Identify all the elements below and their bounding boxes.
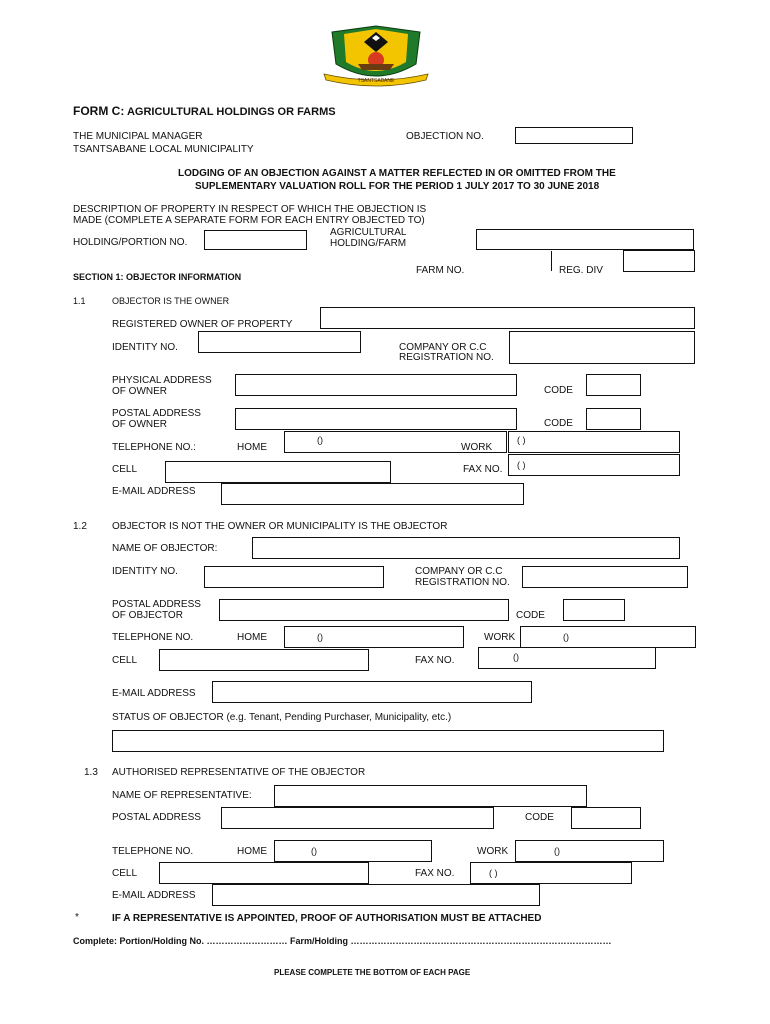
holding-portion-field[interactable]: [204, 230, 307, 250]
objector-email-field[interactable]: [212, 681, 532, 703]
reg-div-label: REG. DIV: [559, 265, 603, 276]
description-line2: MADE (COMPLETE A SEPARATE FORM FOR EACH ENTRY OBJECTED TO): [73, 215, 425, 226]
representative-name-label: NAME OF REPRESENTATIVE:: [112, 790, 252, 801]
objector-fax-field[interactable]: [478, 647, 656, 669]
representative-work-label: WORK: [477, 846, 509, 857]
section1-title: SECTION 1: OBJECTOR INFORMATION: [73, 272, 242, 282]
complete-line: Complete: Portion/Holding No. ……………………… Farm/Holding ……………………………………………………………………………: [73, 936, 612, 946]
objector-cell-label: CELL: [112, 655, 138, 666]
physical-address-field[interactable]: [235, 374, 517, 396]
form-title-prefix: FORM C:: [73, 104, 125, 118]
representative-home-placeholder: (): [311, 846, 317, 856]
objection-no-field[interactable]: [515, 127, 633, 144]
objector-home-label: HOME: [237, 632, 267, 643]
objector-postal-field[interactable]: [219, 599, 509, 621]
bottom-note: PLEASE COMPLETE THE BOTTOM OF EACH PAGE: [274, 968, 471, 977]
postal-address-line2: OF OWNER: [112, 419, 167, 430]
physical-code-field[interactable]: [586, 374, 641, 396]
objector-status-label: STATUS OF OBJECTOR (e.g. Tenant, Pending Purchaser, Municipality, etc.): [112, 712, 452, 723]
owner-telephone-label: TELEPHONE NO.:: [112, 442, 196, 453]
s13-number: 1.3: [84, 767, 98, 778]
s12-number: 1.2: [73, 521, 87, 532]
representative-note: IF A REPRESENTATIVE IS APPOINTED, PROOF OF AUTHORISATION MUST BE ATTACHED: [112, 913, 542, 924]
objector-work-placeholder: (): [563, 632, 569, 642]
owner-fax-label: FAX NO.: [463, 464, 503, 475]
municipal-crest-icon: [318, 24, 434, 90]
representative-postal-label: POSTAL ADDRESS: [112, 812, 201, 823]
representative-code-field[interactable]: [571, 807, 641, 829]
reg-div-field[interactable]: [623, 250, 695, 272]
postal-code-field[interactable]: [586, 408, 641, 430]
heading-line2: SUPLEMENTARY VALUATION ROLL FOR THE PERIOD 1 JULY 2017 TO 30 JUNE 2018: [195, 181, 600, 192]
postal-address-line1: POSTAL ADDRESS: [112, 408, 201, 419]
objector-home-placeholder: (): [317, 632, 323, 642]
form-title: [73, 105, 336, 118]
note-asterisk: *: [75, 912, 79, 923]
objector-cell-field[interactable]: [159, 649, 369, 671]
representative-work-placeholder: (): [554, 846, 560, 856]
objector-code-field[interactable]: [563, 599, 625, 621]
owner-company-label-line1: COMPANY OR C.C: [399, 342, 487, 353]
postal-address-field[interactable]: [235, 408, 517, 430]
logo-motto: TSANTSABANE: [357, 78, 395, 84]
owner-fax-placeholder: ( ): [517, 460, 526, 470]
postal-code-label: CODE: [544, 418, 573, 429]
addressee-line2: TSANTSABANE LOCAL MUNICIPALITY: [73, 144, 254, 155]
physical-address-line1: PHYSICAL ADDRESS: [112, 375, 212, 386]
representative-fax-placeholder: ( ): [489, 868, 498, 878]
representative-name-field[interactable]: [274, 785, 587, 807]
objector-name-field[interactable]: [252, 537, 680, 559]
owner-company-label-line2: REGISTRATION NO.: [399, 352, 494, 363]
objector-postal-line1: POSTAL ADDRESS: [112, 599, 201, 610]
objector-code-label: CODE: [516, 610, 545, 621]
registered-owner-field[interactable]: [320, 307, 695, 329]
agri-holding-field[interactable]: [476, 229, 694, 250]
representative-work-phone-field[interactable]: [515, 840, 664, 862]
objector-status-field[interactable]: [112, 730, 664, 752]
objector-work-phone-field[interactable]: [520, 626, 696, 648]
objector-fax-placeholder: (): [513, 652, 519, 662]
s11-number: 1.1: [73, 296, 86, 306]
owner-work-label: WORK: [461, 442, 493, 453]
form-title-rest: AGRICULTURAL HOLDINGS OR FARMS: [124, 106, 336, 118]
objector-fax-label: FAX NO.: [415, 655, 455, 666]
description-line1: DESCRIPTION OF PROPERTY IN RESPECT OF WHICH THE OBJECTION IS: [73, 204, 427, 215]
owner-identity-field[interactable]: [198, 331, 361, 353]
representative-postal-field[interactable]: [221, 807, 494, 829]
objector-work-label: WORK: [484, 632, 516, 643]
s13-title: AUTHORISED REPRESENTATIVE OF THE OBJECTOR: [112, 767, 366, 778]
objector-postal-line2: OF OBJECTOR: [112, 610, 183, 621]
objector-identity-field[interactable]: [204, 566, 384, 588]
objector-name-label: NAME OF OBJECTOR:: [112, 543, 218, 554]
owner-home-label: HOME: [237, 442, 267, 453]
objector-telephone-label: TELEPHONE NO.: [112, 632, 194, 643]
representative-telephone-label: TELEPHONE NO.: [112, 846, 194, 857]
objector-company-field[interactable]: [522, 566, 688, 588]
representative-fax-field[interactable]: [470, 862, 632, 884]
representative-home-phone-field[interactable]: [274, 840, 432, 862]
heading-line1: LODGING OF AN OBJECTION AGAINST A MATTER REFLECTED IN OR OMITTED FROM THE: [178, 168, 616, 179]
objector-company-label-line1: COMPANY OR C.C: [415, 566, 503, 577]
owner-identity-label: IDENTITY NO.: [112, 342, 178, 353]
objector-identity-label: IDENTITY NO.: [112, 566, 178, 577]
addressee-line1: THE MUNICIPAL MANAGER: [73, 131, 203, 142]
representative-cell-label: CELL: [112, 868, 138, 879]
owner-email-label: E-MAIL ADDRESS: [112, 486, 196, 497]
representative-code-label: CODE: [525, 812, 554, 823]
owner-email-field[interactable]: [221, 483, 524, 505]
registered-owner-label: REGISTERED OWNER OF PROPERTY: [112, 319, 293, 330]
physical-code-label: CODE: [544, 385, 573, 396]
owner-fax-field[interactable]: [508, 454, 680, 476]
representative-fax-label: FAX NO.: [415, 868, 455, 879]
representative-cell-field[interactable]: [159, 862, 369, 884]
representative-email-field[interactable]: [212, 884, 540, 906]
objection-no-label: OBJECTION NO.: [406, 131, 484, 142]
s12-title: OBJECTOR IS NOT THE OWNER OR MUNICIPALITY IS THE OBJECTOR: [112, 521, 448, 532]
s11-title: OBJECTOR IS THE OWNER: [112, 296, 230, 306]
owner-work-placeholder: ( ): [517, 435, 526, 445]
owner-work-phone-field[interactable]: [508, 431, 680, 453]
physical-address-line2: OF OWNER: [112, 386, 167, 397]
owner-cell-label: CELL: [112, 464, 138, 475]
farm-no-label: FARM NO.: [416, 265, 465, 276]
holding-portion-label: HOLDING/PORTION NO.: [73, 237, 188, 248]
owner-home-placeholder: (): [317, 435, 323, 445]
representative-email-label: E-MAIL ADDRESS: [112, 890, 196, 901]
farm-divider: [551, 251, 552, 271]
objector-home-phone-field[interactable]: [284, 626, 464, 648]
owner-cell-field[interactable]: [165, 461, 391, 483]
agri-label-line1: AGRICULTURAL: [330, 227, 407, 238]
objector-email-label: E-MAIL ADDRESS: [112, 688, 196, 699]
objector-company-label-line2: REGISTRATION NO.: [415, 577, 510, 588]
owner-company-field[interactable]: [509, 331, 695, 364]
agri-label-line2: HOLDING/FARM: [330, 238, 407, 249]
representative-home-label: HOME: [237, 846, 267, 857]
